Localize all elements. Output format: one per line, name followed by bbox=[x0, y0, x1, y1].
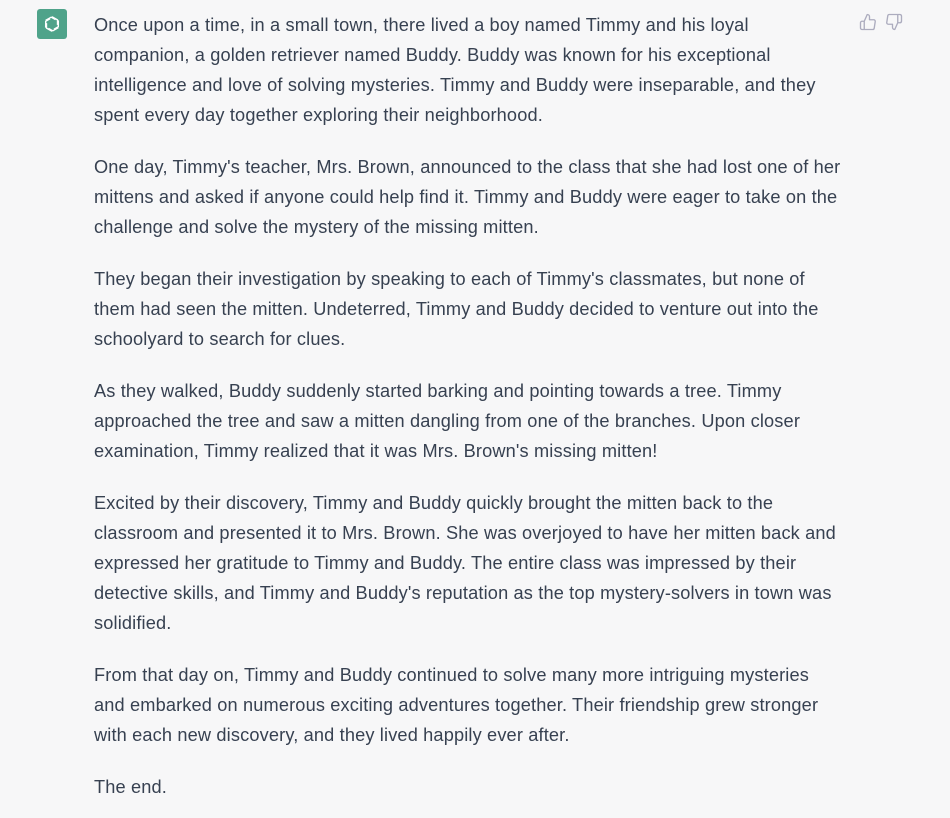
thumbs-up-icon bbox=[859, 13, 877, 31]
thumbs-down-icon bbox=[885, 13, 903, 31]
message-paragraph: One day, Timmy's teacher, Mrs. Brown, announced to the class that she had lost one of her mittens and asked if anyone could help find it. Timmy and Buddy were eager to take on the challenge and solve the mystery of the missing mitten. bbox=[94, 157, 841, 237]
assistant-avatar bbox=[37, 9, 67, 39]
message-content bbox=[94, 10, 844, 818]
message-paragraph: The end. bbox=[94, 777, 167, 797]
message-paragraph: As they walked, Buddy suddenly started barking and pointing towards a tree. Timmy approached the tree and saw a mitten dangling from one of the branches. Upon closer examination, Timmy realized that it was Mrs. Brown's missing mitten! bbox=[94, 381, 801, 461]
message-paragraph: From that day on, Timmy and Buddy continued to solve many more intriguing mysteries and embarked on numerous exciting adventures together. Their friendship grew stronger with each new discovery, and they lived happily ever after. bbox=[94, 665, 819, 745]
openai-logo-icon bbox=[41, 13, 63, 35]
dislike-button[interactable] bbox=[884, 12, 904, 32]
like-button[interactable] bbox=[858, 12, 878, 32]
message-paragraph: Excited by their discovery, Timmy and Buddy quickly brought the mitten back to the classroom and presented it to Mrs. Brown. She was overjoyed to have her mitten back and expressed her gratitude to Timmy and Buddy. The entire class was impressed by their detective skills, and Timmy and Buddy's reputation as the top mystery-solvers in town was solidified. bbox=[94, 493, 836, 633]
message-paragraph: Once upon a time, in a small town, there lived a boy named Timmy and his loyal companion, a golden retriever named Buddy. Buddy was known for his exceptional intelligence and love of solving mysteries. Timmy and Buddy were inseparable, and they spent every day together exploring their neighborhood. bbox=[94, 15, 816, 125]
feedback-controls bbox=[858, 12, 904, 32]
message-paragraph: They began their investigation by speaking to each of Timmy's classmates, but none of them had seen the mitten. Undeterred, Timmy and Buddy decided to venture out into the schoolyard to search for clues. bbox=[94, 269, 819, 349]
